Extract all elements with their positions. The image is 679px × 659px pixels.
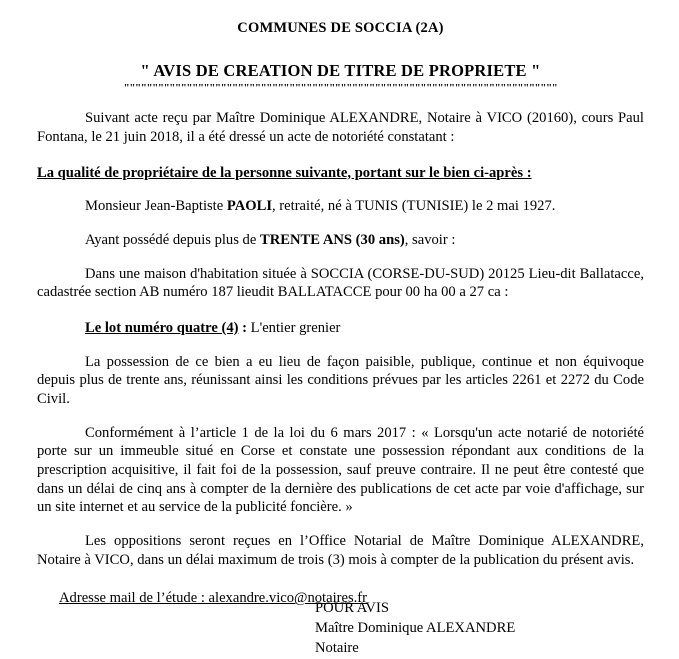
possession-suffix: , savoir : [404, 231, 456, 248]
signature-block [315, 598, 515, 658]
owner-suffix: , retraité, né à TUNIS (TUNISIE) le 2 mai 1927. [272, 198, 556, 215]
possession-duration: TRENTE ANS (30 ans) [259, 231, 405, 248]
lot-description: L'entier grenier [247, 319, 341, 336]
property-description-paragraph: Dans une maison d'habitation située à SOCCIA (CORSE-DU-SUD) 20125 Lieu-dit Ballatacce, cadastrée section AB numéro 187 lieudit BALLATACCE pour 00 ha 00 a 27 ca : [37, 265, 644, 301]
email-address-text[interactable]: Adresse mail de l’étude : alexandre.vico@notaires.fr [59, 590, 368, 607]
page-title-avis: " AVIS DE CREATION DE TITRE DE PROPRIETE " [140, 61, 541, 81]
lot-line [37, 302, 644, 338]
signature-pour-avis: POUR AVIS [315, 600, 389, 616]
signature-notary-name: Maître Dominique ALEXANDRE [315, 620, 516, 637]
oppositions-paragraph: Les oppositions seront reçues en l’Office Notarial de Maître Dominique ALEXANDRE, Notaire à VICO, dans un délai maximum de trois (3) mois à compter de la publication du présent avis. [37, 532, 644, 568]
possession-prefix: Ayant possédé depuis plus de [85, 231, 260, 248]
signature-notary-role: Notaire [315, 640, 359, 657]
law-citation-paragraph: Conformément à l’article 1 de la loi du 6 mars 2017 : « Lorsqu'un acte notarié de notoriété porte sur un immeuble situé en Corse et constate une possession répondant aux conditions de la prescription acquisitive, il fait foi de la possession, sauf preuve contraire. Il ne peut être contesté que dans un délai de cinq ans à compter de la dernière des publications de cet acte par voie d'affichage, sur un site internet et au service de la publicité foncière. » [37, 424, 644, 516]
owner-prefix: Monsieur Jean-Baptiste [85, 198, 227, 215]
decorative-quote-rule: """""""""""""""""""""""""""""""""""""""""""""""""""""""""""""""""""""""""""" [123, 82, 558, 95]
owner-surname: PAOLI [226, 198, 272, 215]
page-title-commune: COMMUNES DE SOCCIA (2A) [237, 20, 444, 36]
document-body [37, 0, 644, 608]
possession-conditions-paragraph: La possession de ce bien a eu lieu de façon paisible, publique, continue et non équivoque depuis plus de trente ans, réunissant ainsi les conditions prévues par les articles 2261 et 2272 du Code Civil. [37, 353, 644, 407]
section-heading-qualite: La qualité de propriétaire de la personne suivante, portant sur le bien ci-après : [37, 164, 532, 181]
lot-label: Le lot numéro quatre (4) [85, 319, 239, 336]
possession-duration-paragraph [37, 216, 644, 250]
lot-colon: : [238, 319, 248, 336]
owner-paragraph [37, 182, 644, 216]
intro-paragraph: Suivant acte reçu par Maître Dominique ALEXANDRE, Notaire à VICO (20160), cours Paul Fontana, le 21 juin 2018, il a été dressé un acte de notoriété constatant : [37, 110, 644, 145]
